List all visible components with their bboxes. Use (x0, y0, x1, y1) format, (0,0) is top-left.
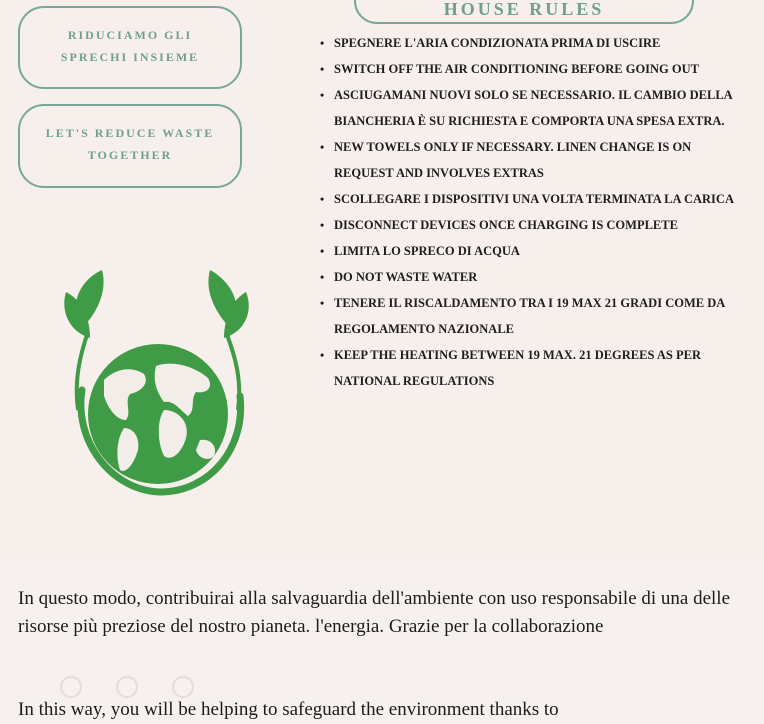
pill-it-line-1: RIDUCIAMO GLI (67, 28, 193, 42)
closing-paragraph-italian: In questo modo, contribuirai alla salvaguardia dell'ambiente con uso responsabile di una delle risorse più preziose del nostro pianeta. l'energia. Grazie per la collaborazione (18, 588, 731, 637)
rule-item: • DO NOT WASTE WATER (318, 264, 748, 290)
rule-item: • SCOLLEGARE I DISPOSITIVI UNA VOLTA TERMINATA LA CARICA (318, 186, 748, 212)
rule-item: • DISCONNECT DEVICES ONCE CHARGING IS COMPLETE (318, 212, 748, 238)
rule-item: • SPEGNERE L'ARIA CONDIZIONATA PRIMA DI USCIRE (318, 30, 748, 56)
rule-item: • SWITCH OFF THE AIR CONDITIONING BEFORE GOING OUT (318, 56, 748, 82)
closing-paragraph-english: In this way, you will be helping to safeguard the environment thanks to (18, 699, 559, 720)
pill-it-line-2: SPRECHI INSIEME (60, 50, 200, 64)
rule-item: • KEEP THE HEATING BETWEEN 19 MAX. 21 DEGREES AS PER NATIONAL REGULATIONS (318, 342, 748, 394)
dot-icon (116, 676, 138, 698)
rule-item: • LIMITA LO SPRECO DI ACQUA (318, 238, 748, 264)
rule-item: • TENERE IL RISCALDAMENTO TRA I 19 MAX 21 GRADI COME DA REGOLAMENTO NAZIONALE (318, 290, 748, 342)
rule-item: • ASCIUGAMANI NUOVI SOLO SE NECESSARIO. IL CAMBIO DELLA BIANCHERIA È SU RICHIESTA E COMPORTA UNA SPESA EXTRA. (318, 82, 748, 134)
rule-item: • NEW TOWELS ONLY IF NECESSARY. LINEN CHANGE IS ON REQUEST AND INVOLVES EXTRAS (318, 134, 748, 186)
reduce-waste-italian-pill (18, 6, 242, 89)
dot-icon (60, 676, 82, 698)
house-rules-list (318, 30, 748, 394)
pill-en-line-2: TOGETHER (87, 148, 173, 162)
house-rules-title: HOUSE RULES (354, 0, 694, 24)
reduce-waste-english-pill (18, 104, 242, 188)
dot-icon (172, 676, 194, 698)
earth-leaves-icon (60, 270, 260, 500)
pill-en-line-1: LET'S REDUCE WASTE (45, 126, 215, 140)
